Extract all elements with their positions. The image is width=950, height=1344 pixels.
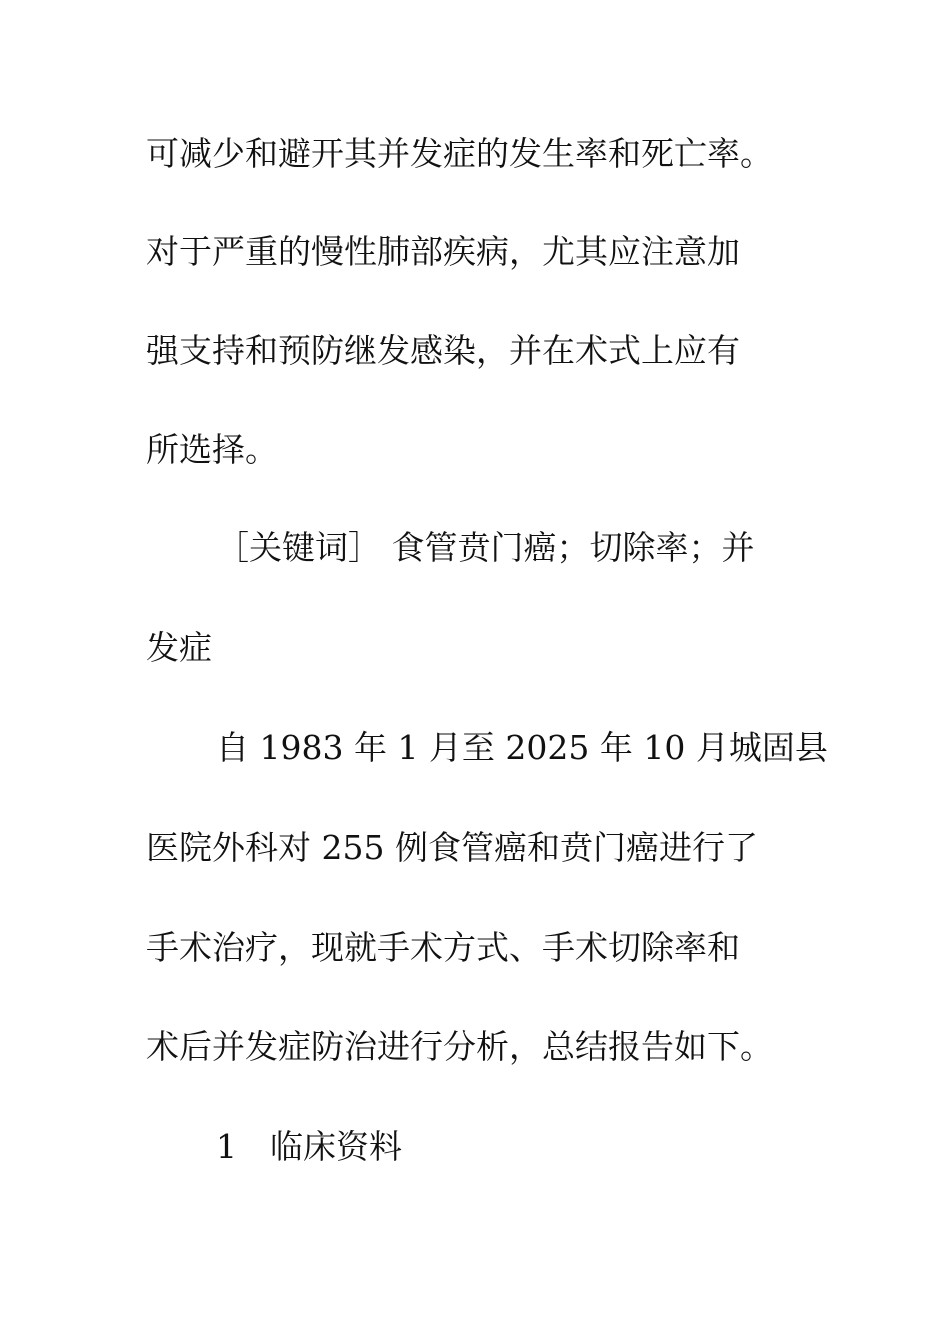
abstract-line-3: 强支持和预防继发感染，并在术式上应有	[146, 331, 740, 370]
keywords-line-2: 发症	[146, 628, 212, 667]
abstract-line-2: 对于严重的慢性肺部疾病，尤其应注意加	[146, 232, 740, 271]
section-heading: 1 临床资料	[216, 1127, 402, 1166]
abstract-line-4: 所选择。	[146, 430, 278, 469]
intro-line-1: 自 1983 年 1 月至 2025 年 10 月城固县	[216, 728, 828, 767]
intro-line-4: 术后并发症防治进行分析，总结报告如下。	[146, 1027, 773, 1066]
intro-line-2: 医院外科对 255 例食管癌和贲门癌进行了	[146, 828, 758, 867]
intro-line-3: 手术治疗，现就手术方式、手术切除率和	[146, 928, 740, 967]
abstract-line-1: 可减少和避开其并发症的发生率和死亡率。	[146, 134, 773, 173]
keywords-line-1: ［关键词］ 食管贲门癌；切除率；并	[216, 528, 755, 567]
